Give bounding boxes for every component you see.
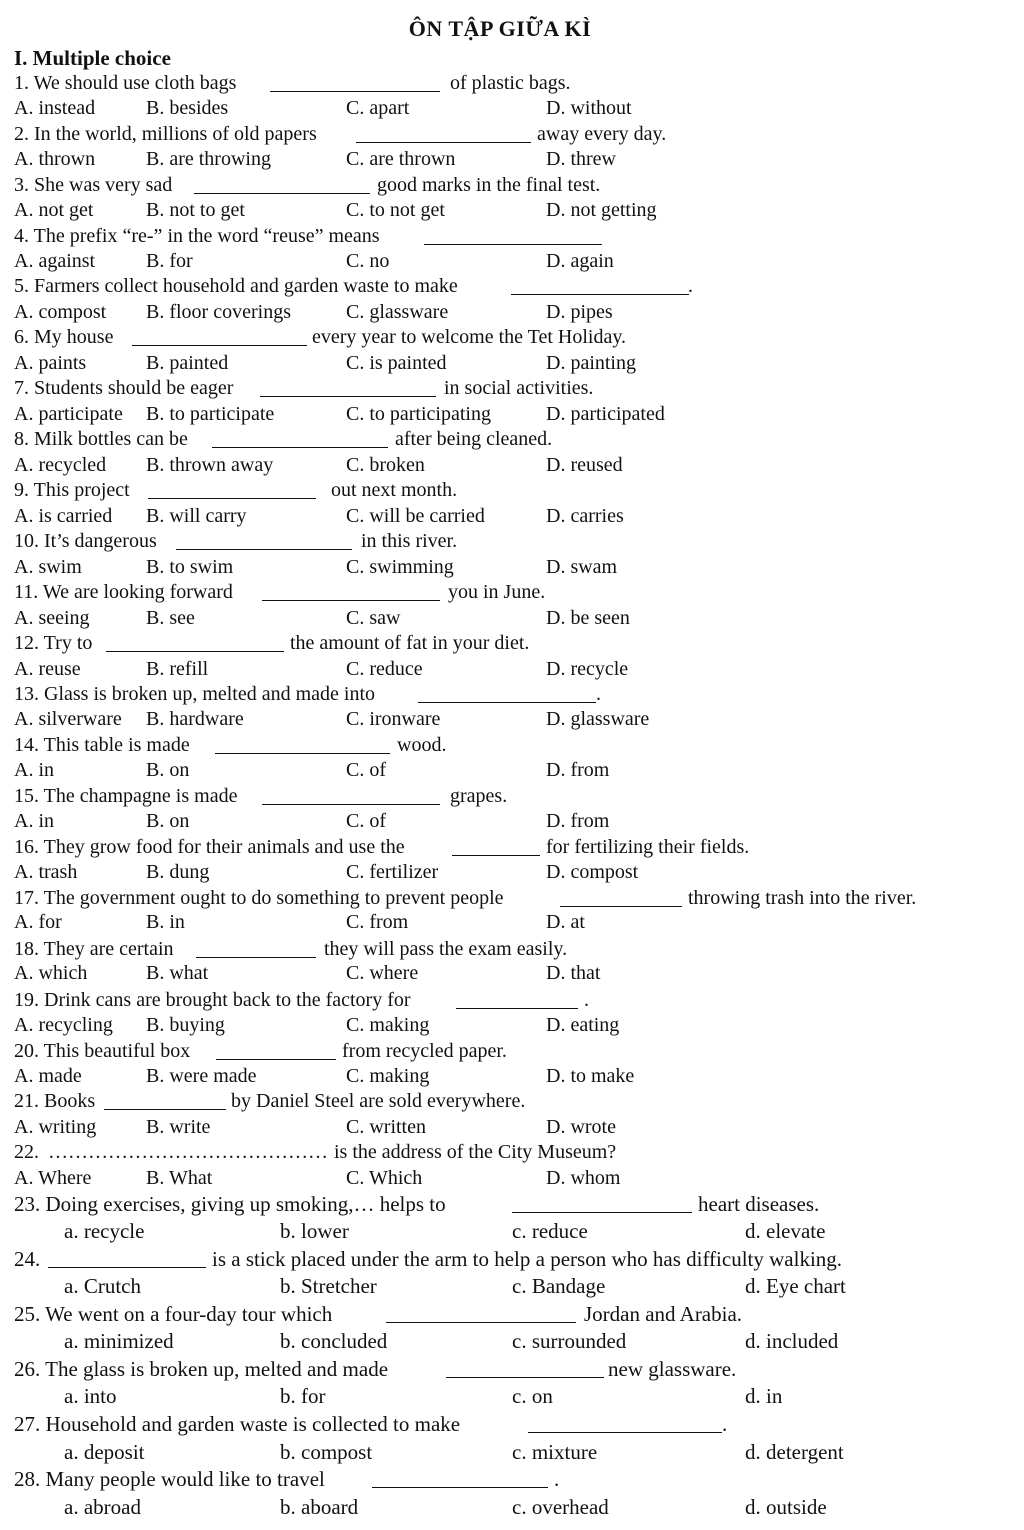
question-text-end: is a stick placed under the arm to help a person who has difficulty walking. bbox=[212, 1247, 843, 1271]
question-text: 17. The government ought to do something to prevent people bbox=[14, 887, 504, 909]
option-a[interactable]: a. into bbox=[64, 1384, 117, 1408]
option-d[interactable]: D. pipes bbox=[546, 301, 613, 323]
option-b[interactable]: B. besides bbox=[146, 97, 229, 119]
question-text: 9. This project bbox=[14, 479, 130, 501]
answer-blank[interactable] bbox=[456, 1008, 578, 1009]
option-a[interactable]: A. for bbox=[14, 911, 62, 933]
question-text-end: . bbox=[722, 1412, 728, 1436]
option-c[interactable]: C. saw bbox=[346, 607, 401, 629]
question-text: 25. We went on a four-day tour which bbox=[14, 1302, 333, 1326]
answer-blank[interactable] bbox=[452, 855, 540, 856]
option-c[interactable]: C. where bbox=[346, 962, 419, 984]
answer-blank[interactable] bbox=[48, 1267, 206, 1268]
options-row bbox=[0, 1219, 1024, 1244]
answer-blank[interactable] bbox=[386, 1322, 576, 1323]
option-d[interactable]: D. again bbox=[546, 250, 614, 272]
option-c[interactable]: C. is painted bbox=[346, 352, 447, 374]
option-a[interactable]: A. made bbox=[14, 1065, 82, 1087]
option-a[interactable]: A. in bbox=[14, 810, 54, 832]
question-text-end: from recycled paper. bbox=[342, 1040, 507, 1062]
option-b[interactable]: B. buying bbox=[146, 1014, 225, 1036]
option-c[interactable]: C. reduce bbox=[346, 658, 423, 680]
question-text-end: for fertilizing their fields. bbox=[546, 836, 750, 858]
option-b[interactable]: B. to swim bbox=[146, 556, 234, 578]
question-24 bbox=[0, 1247, 1024, 1272]
answer-blank[interactable] bbox=[424, 244, 602, 245]
option-c[interactable]: C. to participating bbox=[346, 403, 491, 425]
option-b[interactable]: B. hardware bbox=[146, 708, 244, 730]
option-b[interactable]: B. see bbox=[146, 607, 195, 629]
question-text: 11. We are looking forward bbox=[14, 581, 233, 603]
option-b[interactable]: B. refill bbox=[146, 658, 209, 680]
option-c[interactable]: C. making bbox=[346, 1065, 430, 1087]
option-c[interactable]: C. glassware bbox=[346, 301, 449, 323]
option-c[interactable]: C. swimming bbox=[346, 556, 454, 578]
answer-blank[interactable] bbox=[132, 345, 307, 346]
option-c[interactable]: C. of bbox=[346, 759, 386, 781]
question-text: 15. The champagne is made bbox=[14, 785, 238, 807]
option-d[interactable]: D. wrote bbox=[546, 1116, 616, 1138]
options-row bbox=[0, 1329, 1024, 1354]
options-row bbox=[0, 504, 1024, 529]
question-text-end: by Daniel Steel are sold everywhere. bbox=[231, 1090, 526, 1112]
question-text-end: wood. bbox=[397, 734, 447, 756]
option-a[interactable]: a. deposit bbox=[64, 1440, 145, 1464]
question-text: 20. This beautiful box bbox=[14, 1040, 191, 1062]
question-8 bbox=[0, 427, 1024, 452]
question-text: 4. The prefix “re-” in the word “reuse” means bbox=[14, 225, 380, 247]
option-b[interactable]: B. painted bbox=[146, 352, 229, 374]
option-d[interactable]: D. swam bbox=[546, 556, 618, 578]
question-26 bbox=[0, 1357, 1024, 1382]
question-text: 14. This table is made bbox=[14, 734, 190, 756]
option-a[interactable]: A. trash bbox=[14, 861, 78, 883]
option-c[interactable]: C. no bbox=[346, 250, 390, 272]
option-a[interactable]: A. Where bbox=[14, 1167, 92, 1189]
option-a[interactable]: A. participate bbox=[14, 403, 123, 425]
option-a[interactable]: a. Crutch bbox=[64, 1274, 141, 1298]
option-d[interactable]: d. detergent bbox=[745, 1440, 844, 1464]
option-b[interactable]: b. aboard bbox=[280, 1495, 359, 1519]
options-row bbox=[0, 1115, 1024, 1140]
answer-blank[interactable] bbox=[528, 1432, 722, 1433]
answer-blank[interactable] bbox=[262, 600, 440, 601]
options-row bbox=[0, 198, 1024, 223]
question-text: 22. bbox=[14, 1141, 39, 1163]
option-b[interactable]: b. Stretcher bbox=[280, 1274, 377, 1298]
option-b[interactable]: B. what bbox=[146, 962, 209, 984]
question-text: 26. The glass is broken up, melted and made bbox=[14, 1357, 389, 1381]
option-c[interactable]: c. surrounded bbox=[512, 1329, 627, 1353]
option-d[interactable]: D. at bbox=[546, 911, 585, 933]
answer-blank[interactable] bbox=[216, 1059, 336, 1060]
question-text-end: away every day. bbox=[537, 123, 667, 145]
option-c[interactable]: C. ironware bbox=[346, 708, 441, 730]
options-row bbox=[0, 249, 1024, 274]
option-c[interactable]: C. apart bbox=[346, 97, 410, 119]
question-text-end: you in June. bbox=[448, 581, 546, 603]
options-row bbox=[0, 1274, 1024, 1299]
question-text: 12. Try to bbox=[14, 632, 93, 654]
option-a[interactable]: a. recycle bbox=[64, 1219, 145, 1243]
option-c[interactable]: C. of bbox=[346, 810, 386, 832]
option-b[interactable]: B. not to get bbox=[146, 199, 245, 221]
question-text: 7. Students should be eager bbox=[14, 377, 234, 399]
option-c[interactable]: C. written bbox=[346, 1116, 426, 1138]
option-c[interactable]: C. will be carried bbox=[346, 505, 485, 527]
question-19 bbox=[0, 988, 1024, 1013]
question-2 bbox=[0, 122, 1024, 147]
question-11 bbox=[0, 580, 1024, 605]
question-17 bbox=[0, 886, 1024, 911]
option-b[interactable]: B. write bbox=[146, 1116, 211, 1138]
question-text: 19. Drink cans are brought back to the factory for bbox=[14, 989, 411, 1011]
question-text-end: is the address of the City Museum? bbox=[334, 1141, 617, 1163]
option-c[interactable]: C. to not get bbox=[346, 199, 445, 221]
option-d[interactable]: D. reused bbox=[546, 454, 623, 476]
option-a[interactable]: A. thrown bbox=[14, 148, 96, 170]
options-row bbox=[0, 707, 1024, 732]
answer-blank[interactable] bbox=[270, 91, 440, 92]
options-row bbox=[0, 910, 1024, 935]
option-c[interactable]: C. fertilizer bbox=[346, 861, 439, 883]
option-c[interactable]: C. broken bbox=[346, 454, 425, 476]
option-b[interactable]: B. dung bbox=[146, 861, 210, 883]
options-row bbox=[0, 1384, 1024, 1409]
option-b[interactable]: B. are throwing bbox=[146, 148, 271, 170]
question-text: 2. In the world, millions of old papers bbox=[14, 123, 317, 145]
option-a[interactable]: a. minimized bbox=[64, 1329, 174, 1353]
question-text-end: . bbox=[596, 683, 601, 705]
answer-blank[interactable] bbox=[148, 498, 316, 499]
question-18 bbox=[0, 937, 1024, 962]
option-b[interactable]: B. will carry bbox=[146, 505, 247, 527]
option-b[interactable]: B. for bbox=[146, 250, 193, 272]
options-row bbox=[0, 402, 1024, 427]
question-14 bbox=[0, 733, 1024, 758]
option-a[interactable]: A. swim bbox=[14, 556, 82, 578]
option-d[interactable]: D. participated bbox=[546, 403, 665, 425]
question-text-end: after being cleaned. bbox=[395, 428, 553, 450]
option-c[interactable]: c. on bbox=[512, 1384, 553, 1408]
question-text-end: out next month. bbox=[331, 479, 458, 501]
option-d[interactable]: D. to make bbox=[546, 1065, 635, 1087]
question-text-end: they will pass the exam easily. bbox=[324, 938, 568, 960]
option-c[interactable]: C. making bbox=[346, 1014, 430, 1036]
option-d[interactable]: d. Eye chart bbox=[745, 1274, 846, 1298]
option-d[interactable]: d. in bbox=[745, 1384, 783, 1408]
option-a[interactable]: a. abroad bbox=[64, 1495, 141, 1519]
option-d[interactable]: D. whom bbox=[546, 1167, 621, 1189]
option-b[interactable]: b. concluded bbox=[280, 1329, 388, 1353]
options-row bbox=[0, 758, 1024, 783]
answer-blank[interactable] bbox=[511, 294, 689, 295]
question-text-end: good marks in the final test. bbox=[377, 174, 601, 196]
question-text-end: grapes. bbox=[450, 785, 508, 807]
options-row bbox=[0, 1440, 1024, 1465]
option-d[interactable]: D. painting bbox=[546, 352, 636, 374]
answer-blank[interactable] bbox=[176, 549, 352, 550]
answer-blank[interactable] bbox=[194, 193, 370, 194]
option-a[interactable]: A. compost bbox=[14, 301, 107, 323]
question-text: 27. Household and garden waste is collected to make bbox=[14, 1412, 461, 1436]
question-text: 23. Doing exercises, giving up smoking,… helps to bbox=[14, 1192, 446, 1216]
options-row bbox=[0, 96, 1024, 121]
options-row bbox=[0, 351, 1024, 376]
option-a[interactable]: A. in bbox=[14, 759, 54, 781]
option-a[interactable]: A. writing bbox=[14, 1116, 97, 1138]
question-text: 18. They are certain bbox=[14, 938, 174, 960]
option-d[interactable]: d. outside bbox=[745, 1495, 827, 1519]
answer-blank[interactable] bbox=[106, 651, 284, 652]
option-c[interactable]: C. are thrown bbox=[346, 148, 456, 170]
options-row bbox=[0, 961, 1024, 986]
question-text: 3. She was very sad bbox=[14, 174, 173, 196]
question-text-end: new glassware. bbox=[608, 1357, 737, 1381]
question-text-end: in social activities. bbox=[444, 377, 594, 399]
option-d[interactable]: D. from bbox=[546, 810, 610, 832]
options-row bbox=[0, 453, 1024, 478]
answer-blank[interactable] bbox=[104, 1109, 226, 1110]
option-d[interactable]: d. included bbox=[745, 1329, 839, 1353]
question-text-end: the amount of fat in your diet. bbox=[290, 632, 530, 654]
options-row bbox=[0, 657, 1024, 682]
option-a[interactable]: A. instead bbox=[14, 97, 96, 119]
option-d[interactable]: D. that bbox=[546, 962, 601, 984]
answer-blank-dotted[interactable]: …………………………………… bbox=[48, 1141, 328, 1163]
question-13 bbox=[0, 682, 1024, 707]
question-27 bbox=[0, 1412, 1024, 1437]
answer-blank[interactable] bbox=[446, 1377, 604, 1378]
option-d[interactable]: D. recycle bbox=[546, 658, 629, 680]
option-d[interactable]: D. not getting bbox=[546, 199, 657, 221]
question-text: 10. It’s dangerous bbox=[14, 530, 157, 552]
question-1 bbox=[0, 71, 1024, 96]
options-row bbox=[0, 1166, 1024, 1191]
option-a[interactable]: A. reuse bbox=[14, 658, 81, 680]
option-b[interactable]: B. What bbox=[146, 1167, 213, 1189]
question-15 bbox=[0, 784, 1024, 809]
question-text-end: . bbox=[554, 1467, 560, 1491]
option-c[interactable]: c. reduce bbox=[512, 1219, 588, 1243]
option-c[interactable]: c. Bandage bbox=[512, 1274, 606, 1298]
section-heading: I. Multiple choice bbox=[14, 46, 171, 70]
options-row bbox=[0, 860, 1024, 885]
option-a[interactable]: A. seeing bbox=[14, 607, 90, 629]
document-title: ÔN TẬP GIỮA KÌ bbox=[408, 16, 592, 41]
answer-blank[interactable] bbox=[215, 753, 390, 754]
option-a[interactable]: A. is carried bbox=[14, 505, 113, 527]
option-d[interactable]: D. compost bbox=[546, 861, 639, 883]
answer-blank[interactable] bbox=[512, 1212, 692, 1213]
option-b[interactable]: b. compost bbox=[280, 1440, 373, 1464]
question-text: 1. We should use cloth bags bbox=[14, 72, 237, 94]
answer-blank[interactable] bbox=[260, 396, 436, 397]
question-9 bbox=[0, 478, 1024, 503]
option-d[interactable]: D. glassware bbox=[546, 708, 650, 730]
question-16 bbox=[0, 835, 1024, 860]
question-text-end: . bbox=[688, 275, 693, 297]
options-row bbox=[0, 809, 1024, 834]
question-12 bbox=[0, 631, 1024, 656]
options-row bbox=[0, 1064, 1024, 1089]
option-b[interactable]: B. on bbox=[146, 759, 190, 781]
question-6 bbox=[0, 325, 1024, 350]
question-text: 28. Many people would like to travel bbox=[14, 1467, 325, 1491]
answer-blank[interactable] bbox=[212, 447, 388, 448]
answer-blank[interactable] bbox=[418, 702, 596, 703]
option-a[interactable]: A. recycling bbox=[14, 1014, 113, 1036]
option-c[interactable]: C. from bbox=[346, 911, 409, 933]
option-b[interactable]: B. thrown away bbox=[146, 454, 274, 476]
question-text-end: Jordan and Arabia. bbox=[584, 1302, 743, 1326]
question-text: 8. Milk bottles can be bbox=[14, 428, 188, 450]
option-a[interactable]: A. recycled bbox=[14, 454, 107, 476]
option-d[interactable]: D. eating bbox=[546, 1014, 620, 1036]
option-b[interactable]: B. floor coverings bbox=[146, 301, 291, 323]
question-10 bbox=[0, 529, 1024, 554]
option-d[interactable]: D. without bbox=[546, 97, 632, 119]
option-d[interactable]: d. elevate bbox=[745, 1219, 826, 1243]
question-3 bbox=[0, 173, 1024, 198]
option-d[interactable]: D. from bbox=[546, 759, 610, 781]
answer-blank[interactable] bbox=[196, 957, 316, 958]
options-row bbox=[0, 1013, 1024, 1038]
answer-blank[interactable] bbox=[560, 906, 682, 907]
option-d[interactable]: D. carries bbox=[546, 505, 624, 527]
question-text: 24. bbox=[14, 1247, 41, 1271]
answer-blank[interactable] bbox=[356, 142, 531, 143]
option-d[interactable]: D. threw bbox=[546, 148, 616, 170]
options-row bbox=[0, 147, 1024, 172]
question-text-end: every year to welcome the Tet Holiday. bbox=[312, 326, 627, 348]
question-25 bbox=[0, 1302, 1024, 1327]
option-b[interactable]: B. to participate bbox=[146, 403, 275, 425]
option-c[interactable]: C. Which bbox=[346, 1167, 423, 1189]
question-text: 5. Farmers collect household and garden waste to make bbox=[14, 275, 458, 297]
option-a[interactable]: A. paints bbox=[14, 352, 87, 374]
question-text: 16. They grow food for their animals and use the bbox=[14, 836, 405, 858]
question-text: 6. My house bbox=[14, 326, 114, 348]
question-text: 21. Books bbox=[14, 1090, 96, 1112]
question-text-end: heart diseases. bbox=[698, 1192, 820, 1216]
question-23 bbox=[0, 1192, 1024, 1217]
option-d[interactable]: D. be seen bbox=[546, 607, 630, 629]
question-text-end: . bbox=[584, 989, 589, 1011]
question-5 bbox=[0, 274, 1024, 299]
option-a[interactable]: A. against bbox=[14, 250, 96, 272]
option-a[interactable]: A. silverware bbox=[14, 708, 122, 730]
option-c[interactable]: c. mixture bbox=[512, 1440, 598, 1464]
question-text-end: of plastic bags. bbox=[450, 72, 571, 94]
question-20 bbox=[0, 1039, 1024, 1064]
options-row bbox=[0, 555, 1024, 580]
option-b[interactable]: B. in bbox=[146, 911, 185, 933]
question-text: 13. Glass is broken up, melted and made into bbox=[14, 683, 376, 705]
question-7 bbox=[0, 376, 1024, 401]
question-22 bbox=[0, 1140, 1024, 1165]
question-text-end: throwing trash into the river. bbox=[688, 887, 917, 909]
option-b[interactable]: B. were made bbox=[146, 1065, 257, 1087]
options-row bbox=[0, 1495, 1024, 1520]
question-text-end: in this river. bbox=[361, 530, 458, 552]
option-a[interactable]: A. which bbox=[14, 962, 88, 984]
options-row bbox=[0, 606, 1024, 631]
option-b[interactable]: b. for bbox=[280, 1384, 326, 1408]
question-4 bbox=[0, 224, 1024, 249]
options-row bbox=[0, 300, 1024, 325]
option-b[interactable]: B. on bbox=[146, 810, 190, 832]
option-a[interactable]: A. not get bbox=[14, 199, 94, 221]
option-c[interactable]: c. overhead bbox=[512, 1495, 609, 1519]
answer-blank[interactable] bbox=[372, 1487, 548, 1488]
option-b[interactable]: b. lower bbox=[280, 1219, 349, 1243]
question-21 bbox=[0, 1089, 1024, 1114]
answer-blank[interactable] bbox=[262, 804, 440, 805]
question-28 bbox=[0, 1467, 1024, 1492]
